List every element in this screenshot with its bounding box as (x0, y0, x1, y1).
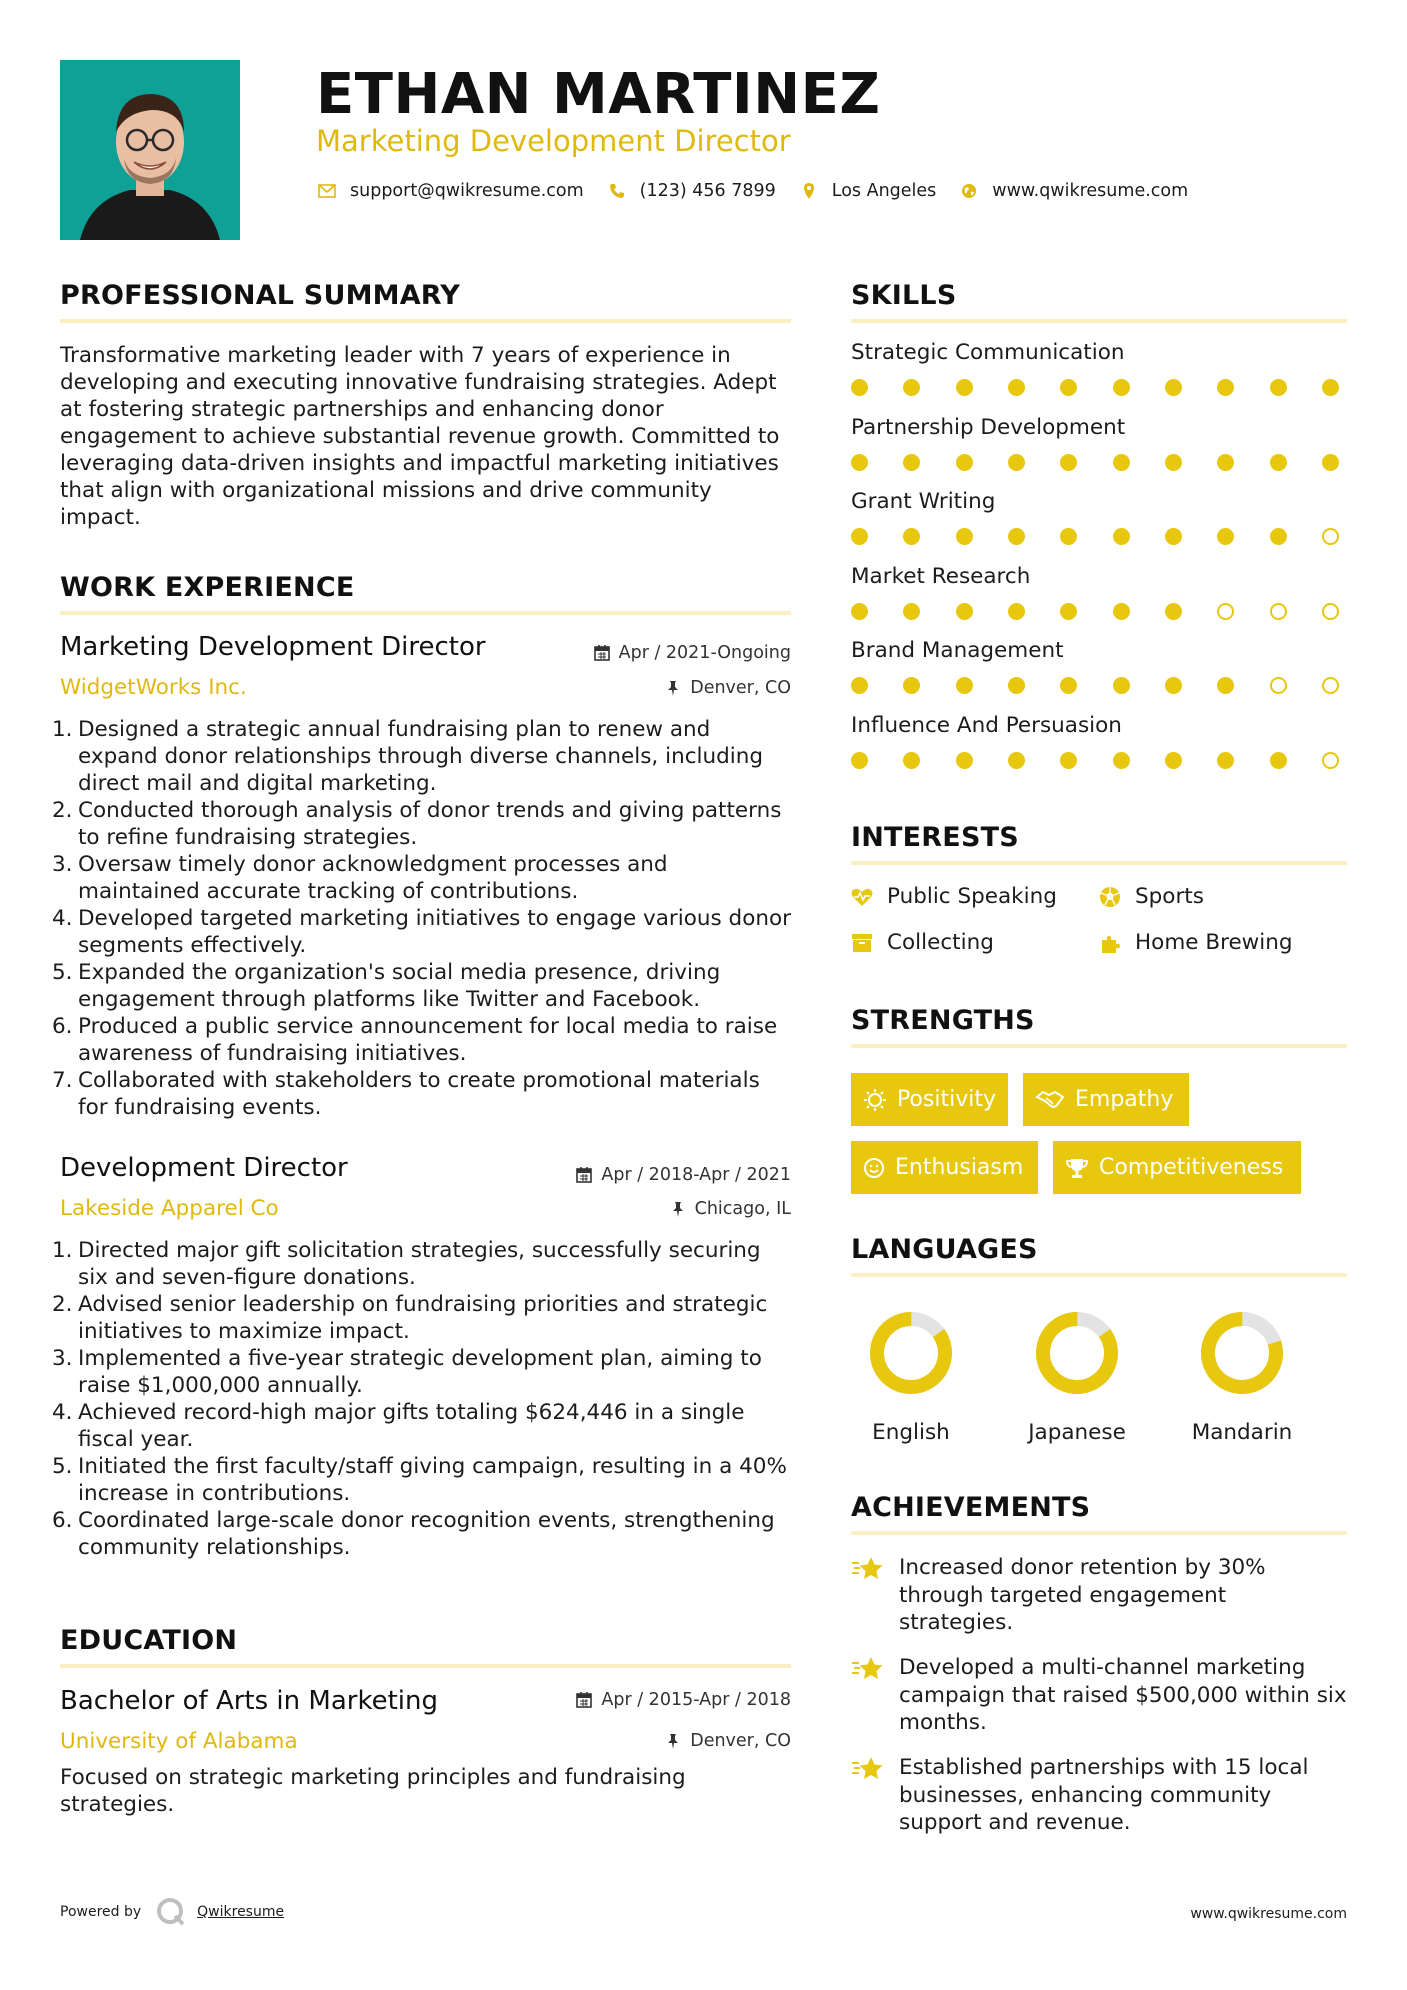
footer-url[interactable]: www.qwikresume.com (1190, 1906, 1347, 1922)
rating-dot-filled (956, 454, 973, 471)
footer-powered-by (60, 1896, 284, 1928)
map-marker-icon (798, 180, 820, 202)
skills-heading: SKILLS (851, 280, 957, 311)
rating-dot-filled (1113, 454, 1130, 471)
rating-dot-filled (903, 528, 920, 545)
rating-dot-filled (956, 752, 973, 769)
profile-photo (60, 60, 240, 240)
rating-dot-filled (1060, 752, 1077, 769)
rating-dot-filled (851, 454, 868, 471)
skills-divider (851, 319, 1347, 323)
job-location (669, 1199, 791, 1219)
list-item: 3. Implemented a five-year strategic development plan, aiming to raise $1,000,000 annually. (52, 1346, 762, 1398)
language-item (841, 1308, 981, 1445)
language-donut (866, 1308, 956, 1398)
job-bullets (52, 1237, 795, 1561)
education-location-text: Denver, CO (690, 1731, 791, 1751)
phone-icon (606, 180, 628, 202)
rating-dot-empty (1270, 603, 1287, 620)
school-name: University of Alabama (60, 1729, 298, 1754)
education-location (664, 1731, 791, 1751)
rating-dot-empty (1322, 677, 1339, 694)
achievement-text: Established partnerships with 15 local businesses, enhancing community support and revenue. (899, 1755, 1309, 1835)
rating-dot-filled (851, 603, 868, 620)
list-item: 2. Conducted thorough analysis of donor trends and giving patterns to refine fundraising strategies. (52, 798, 782, 850)
smile-icon (863, 1157, 885, 1179)
strength-label: Enthusiasm (895, 1155, 1024, 1180)
soccer-ball-icon (1099, 886, 1121, 908)
summary-heading: PROFESSIONAL SUMMARY (60, 280, 461, 311)
skill-name: Influence And Persuasion (851, 712, 1122, 738)
strengths-heading: STRENGTHS (851, 1005, 1035, 1036)
footer-brand-link[interactable]: Qwikresume (197, 1904, 285, 1920)
rating-dot-filled (1165, 752, 1182, 769)
rating-dot-filled (851, 677, 868, 694)
pushpin-icon (669, 1200, 687, 1218)
skill-name: Strategic Communication (851, 340, 1125, 365)
job-dates-text: Apr / 2018-Apr / 2021 (601, 1165, 791, 1185)
puzzle-icon (1099, 932, 1121, 954)
powered-by-label: Powered by (60, 1904, 142, 1920)
strength-label: Empathy (1075, 1087, 1174, 1112)
star-icon (851, 1554, 885, 1584)
experience-heading: WORK EXPERIENCE (60, 572, 355, 603)
language-label: Mandarin (1191, 1420, 1293, 1445)
achievement-item (851, 1554, 1347, 1637)
rating-dot-empty (1270, 677, 1287, 694)
star-icon (851, 1754, 885, 1784)
rating-dot-empty (1322, 603, 1339, 620)
rating-dot-filled (1270, 454, 1287, 471)
rating-dot-filled (1217, 677, 1234, 694)
strength-label: Positivity (896, 1087, 996, 1112)
achievement-item (851, 1754, 1347, 1837)
list-item: 3. Oversaw timely donor acknowledgment processes and maintained accurate tracking of contributions. (52, 852, 668, 904)
achievement-item (851, 1654, 1347, 1737)
achievement-text: Developed a multi-channel marketing campaign that raised $500,000 within six months. (899, 1655, 1347, 1735)
envelope-icon (316, 180, 338, 202)
skill-rating (851, 528, 1339, 545)
strengths-divider (851, 1044, 1347, 1048)
skill-rating (851, 752, 1339, 769)
rating-dot-filled (903, 379, 920, 396)
rating-dot-filled (1113, 677, 1130, 694)
heartbeat-icon (851, 887, 873, 907)
language-donut (1032, 1308, 1122, 1398)
interest-label: Sports (1135, 884, 1204, 909)
education-heading: EDUCATION (60, 1625, 238, 1656)
list-item: 5. Initiated the first faculty/staff giving campaign, resulting in a 40% increase in contributions. (52, 1454, 787, 1506)
rating-dot-filled (1322, 379, 1339, 396)
job-dates (575, 1165, 791, 1185)
contact-website[interactable]: www.qwikresume.com (992, 181, 1189, 201)
rating-dot-filled (1322, 454, 1339, 471)
strength-badge (851, 1141, 1038, 1194)
calendar-icon (593, 644, 611, 662)
language-donut-fill (1032, 1308, 1122, 1398)
rating-dot-filled (1165, 603, 1182, 620)
job-location-text: Chicago, IL (694, 1199, 791, 1219)
education-description: Focused on strategic marketing principles and fundraising strategies. (60, 1765, 686, 1817)
skill-name: Grant Writing (851, 489, 996, 514)
rating-dot-empty (1217, 603, 1234, 620)
rating-dot-filled (1270, 528, 1287, 545)
rating-dot-filled (956, 528, 973, 545)
list-item: 6. Produced a public service announcement for local media to raise awareness of fundraising initiatives. (52, 1014, 778, 1066)
rating-dot-filled (956, 677, 973, 694)
job-dates (593, 643, 791, 663)
skill-rating (851, 603, 1339, 620)
interest-label: Public Speaking (887, 884, 1057, 909)
job-company: WidgetWorks Inc. (60, 675, 247, 700)
skill-rating (851, 454, 1339, 471)
languages-heading: LANGUAGES (851, 1234, 1038, 1265)
list-item: 1. Directed major gift solicitation strategies, successfully securing six and seven-figure donations. (52, 1238, 761, 1290)
job-title: Marketing Development Director (60, 632, 486, 662)
summary-text: Transformative marketing leader with 7 years of experience in developing and executing innovative fundraising strategies. Adept at fostering strategic partnerships and enhancing donor engagement to achieve substantial revenue growth. Committed to leveraging data-driven insights and impactful marketing initiatives that align with organizational missions and drive community impact. (60, 343, 780, 530)
job-location-text: Denver, CO (690, 678, 791, 698)
rating-dot-filled (1270, 752, 1287, 769)
rating-dot-filled (1113, 379, 1130, 396)
rating-dot-filled (1270, 379, 1287, 396)
rating-dot-filled (1060, 454, 1077, 471)
rating-dot-empty (1322, 752, 1339, 769)
skill-name: Market Research (851, 563, 1031, 589)
education-dates (575, 1690, 791, 1710)
rating-dot-filled (1008, 454, 1025, 471)
list-item: 4. Developed targeted marketing initiatives to engage various donor segments effectively. (52, 906, 791, 958)
rating-dot-filled (1113, 752, 1130, 769)
language-item (1007, 1308, 1147, 1445)
list-item: 7. Collaborated with stakeholders to create promotional materials for fundraising events. (52, 1068, 760, 1120)
rating-dot-filled (956, 379, 973, 396)
job-bullets (52, 716, 795, 1121)
calendar-icon (575, 1166, 593, 1184)
contact-phone: (123) 456 7899 (639, 181, 776, 201)
rating-dot-filled (903, 603, 920, 620)
interest-item (851, 930, 994, 955)
candidate-name: ETHAN MARTINEZ (316, 62, 881, 127)
rating-dot-filled (851, 528, 868, 545)
list-item: 4. Achieved record-high major gifts totaling $624,446 in a single fiscal year. (52, 1400, 745, 1452)
candidate-title: Marketing Development Director (316, 124, 791, 158)
skill-name: Partnership Development (851, 414, 1126, 440)
rating-dot-filled (1060, 603, 1077, 620)
interests-divider (851, 861, 1347, 865)
list-item: 6. Coordinated large-scale donor recognition events, strengthening community relationships. (52, 1508, 775, 1560)
rating-dot-filled (1060, 379, 1077, 396)
list-item: 1. Designed a strategic annual fundraising plan to renew and expand donor relationships through diverse channels, including direct mail and digital marketing. (52, 717, 764, 796)
rating-dot-filled (851, 379, 868, 396)
rating-dot-filled (1060, 528, 1077, 545)
rating-dot-filled (903, 454, 920, 471)
rating-dot-filled (851, 752, 868, 769)
interests-heading: INTERESTS (851, 822, 1019, 853)
interest-item (1099, 930, 1293, 955)
calendar-icon (575, 1691, 593, 1709)
archive-icon (851, 933, 873, 953)
rating-dot-filled (903, 677, 920, 694)
rating-dot-filled (1008, 379, 1025, 396)
rating-dot-filled (1113, 603, 1130, 620)
achievement-text: Increased donor retention by 30% through targeted engagement strategies. (899, 1555, 1266, 1635)
skill-name: Brand Management (851, 638, 1064, 663)
rating-dot-filled (1008, 752, 1025, 769)
rating-dot-filled (1008, 528, 1025, 545)
interest-label: Collecting (887, 930, 994, 955)
trophy-icon (1065, 1157, 1089, 1179)
rating-dot-filled (1217, 752, 1234, 769)
achievements-divider (851, 1531, 1347, 1535)
globe-icon (958, 180, 980, 202)
rating-dot-filled (1008, 677, 1025, 694)
rating-dot-filled (1165, 677, 1182, 694)
skill-rating (851, 379, 1339, 396)
rating-dot-filled (1165, 379, 1182, 396)
strength-badge (851, 1073, 1008, 1126)
contact-row (316, 180, 1210, 202)
job-company: Lakeside Apparel Co (60, 1196, 279, 1221)
sun-icon (863, 1088, 887, 1112)
language-item (1172, 1308, 1312, 1445)
language-donut-fill (1199, 1310, 1285, 1396)
rating-dot-filled (1217, 379, 1234, 396)
interest-item (851, 884, 1057, 909)
language-donut-fill (866, 1308, 956, 1398)
rating-dot-empty (1322, 528, 1339, 545)
language-label: Japanese (1028, 1420, 1126, 1445)
interest-label: Home Brewing (1135, 930, 1293, 955)
rating-dot-filled (1217, 528, 1234, 545)
list-item: 2. Advised senior leadership on fundraising priorities and strategic initiatives to maximize impact. (52, 1292, 768, 1344)
job-location (664, 678, 791, 698)
rating-dot-filled (1113, 528, 1130, 545)
experience-divider (60, 611, 791, 615)
rating-dot-filled (903, 752, 920, 769)
education-dates-text: Apr / 2015-Apr / 2018 (601, 1690, 791, 1710)
rating-dot-filled (1165, 528, 1182, 545)
languages-divider (851, 1273, 1347, 1277)
strength-label: Competitiveness (1099, 1155, 1284, 1180)
star-icon (851, 1654, 885, 1684)
pushpin-icon (664, 679, 682, 697)
language-label: English (872, 1420, 950, 1445)
pushpin-icon (664, 1732, 682, 1750)
language-donut (1197, 1308, 1287, 1398)
education-divider (60, 1664, 791, 1668)
contact-location: Los Angeles (831, 181, 937, 201)
rating-dot-filled (1060, 677, 1077, 694)
rating-dot-filled (956, 603, 973, 620)
achievements-heading: ACHIEVEMENTS (851, 1492, 1091, 1523)
rating-dot-filled (1165, 454, 1182, 471)
contact-email[interactable]: support@qwikresume.com (350, 181, 584, 201)
list-item: 5. Expanded the organization's social media presence, driving engagement through platforms like Twitter and Facebook. (52, 960, 721, 1012)
handshake-icon (1035, 1089, 1065, 1111)
degree-title: Bachelor of Arts in Marketing (60, 1686, 438, 1716)
rating-dot-filled (1008, 603, 1025, 620)
rating-dot-filled (1217, 454, 1234, 471)
strength-badge (1053, 1141, 1301, 1194)
summary-divider (60, 319, 791, 323)
job-dates-text: Apr / 2021-Ongoing (618, 643, 791, 663)
qwikresume-logo-icon (155, 1896, 187, 1928)
strength-badge (1023, 1073, 1189, 1126)
interest-item (1099, 884, 1204, 909)
skill-rating (851, 677, 1339, 694)
job-title: Development Director (60, 1153, 348, 1183)
